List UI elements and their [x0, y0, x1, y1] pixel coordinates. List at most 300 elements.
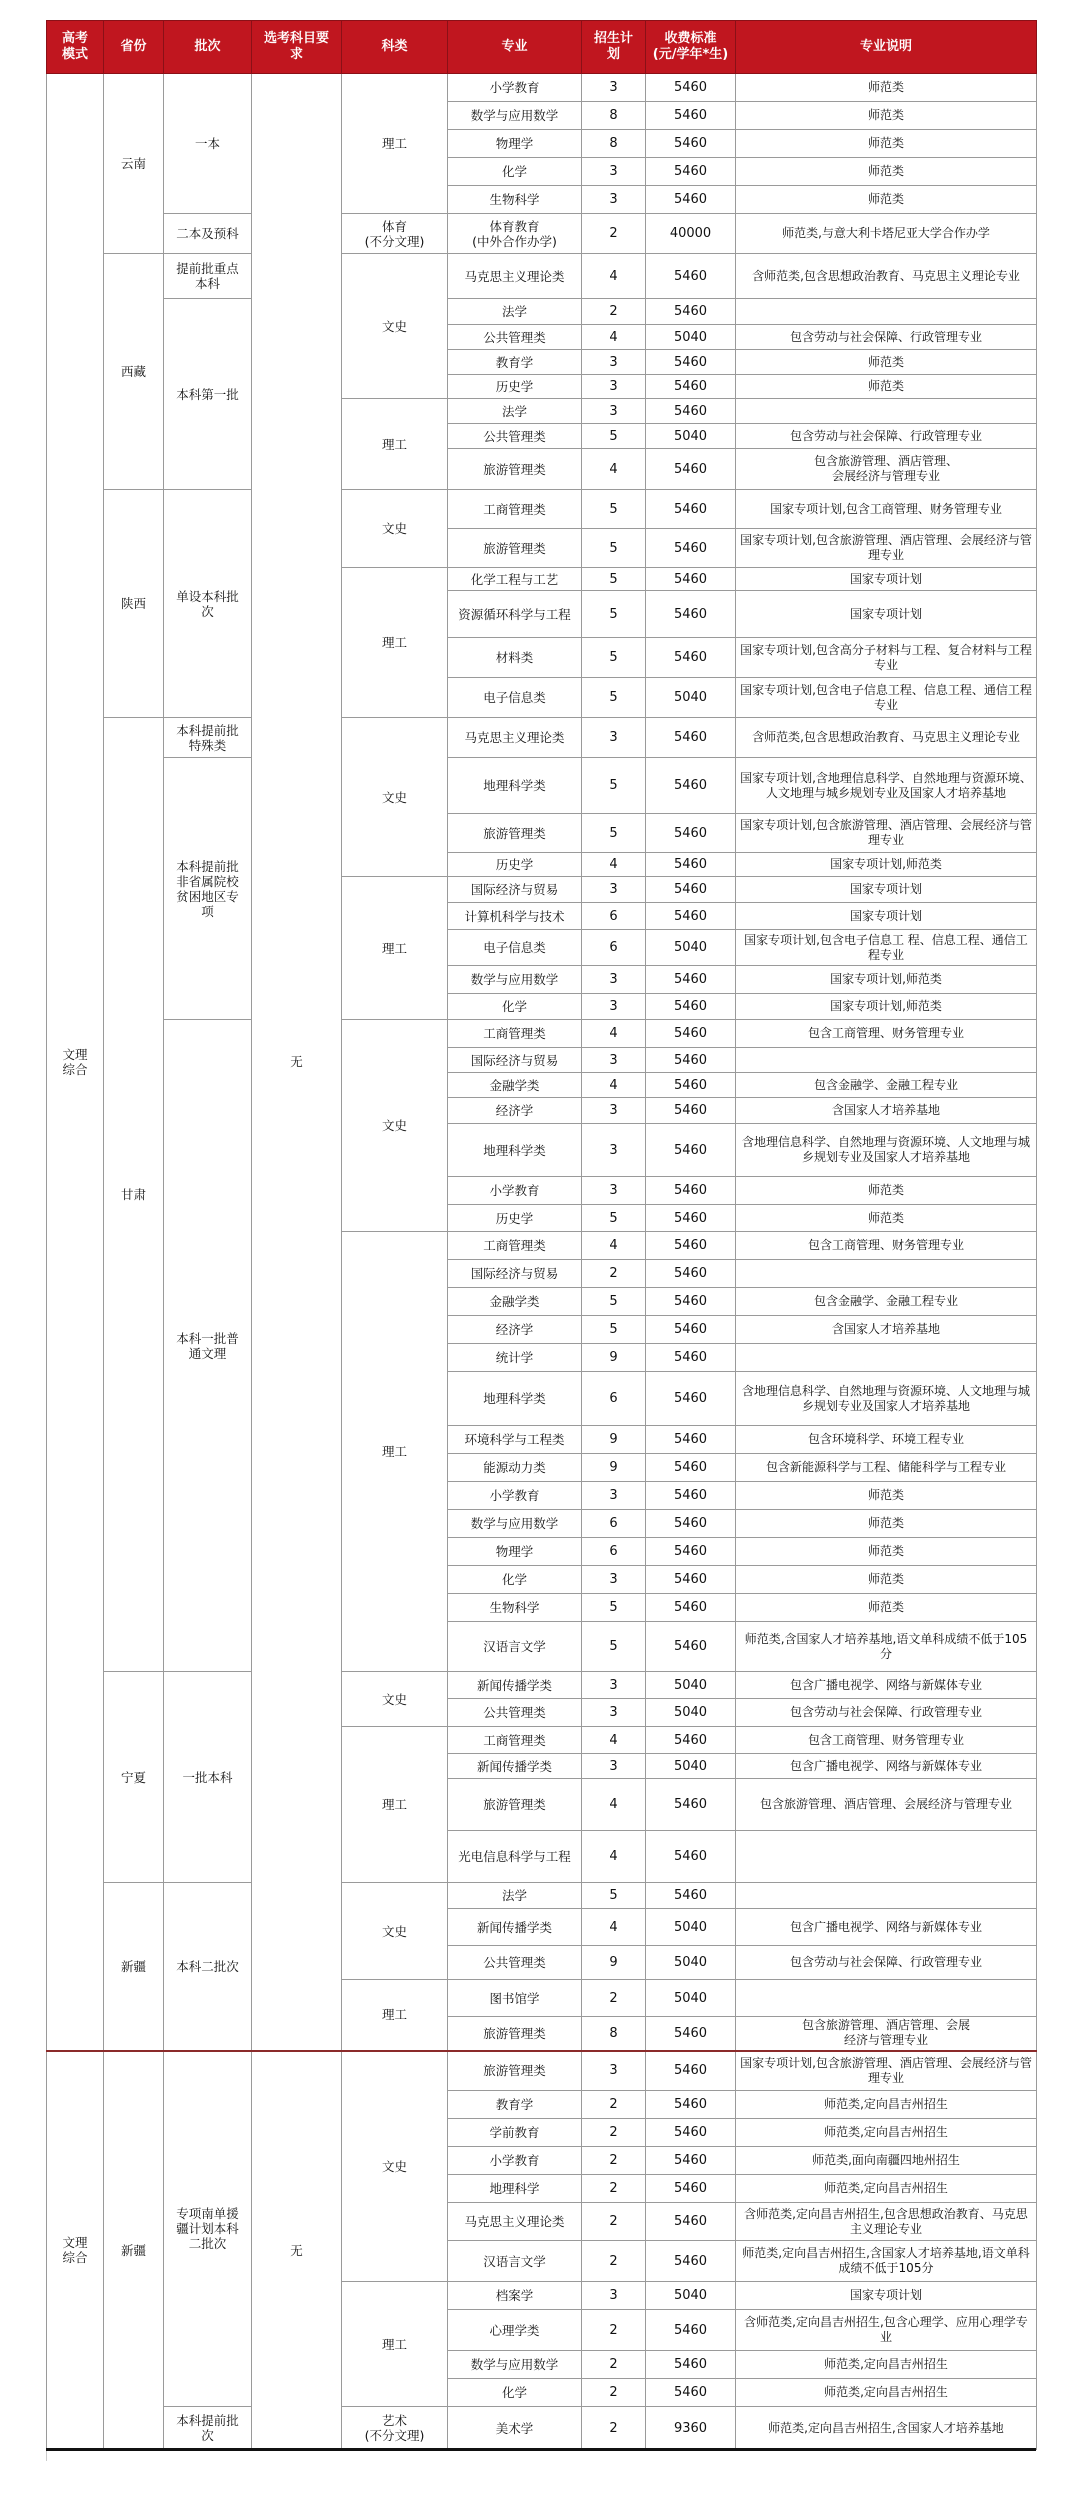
- subject-requirement-cell: 无: [252, 74, 342, 2051]
- description-cell: 师范类: [736, 158, 1037, 186]
- plan-count-cell: 2: [582, 2119, 646, 2147]
- fee-cell: 40000: [646, 214, 736, 254]
- plan-count-cell: 3: [582, 74, 646, 102]
- major-cell: 数学与应用数学: [448, 102, 582, 130]
- fee-cell: 5460: [646, 994, 736, 1020]
- description-cell: 国家专项计划: [736, 591, 1037, 638]
- fee-cell: 5040: [646, 1909, 736, 1946]
- category-cell: 文史: [342, 490, 448, 568]
- description-cell: 包含劳动与社会保障、行政管理专业: [736, 424, 1037, 449]
- plan-count-cell: 5: [582, 678, 646, 718]
- category-cell: 理工: [342, 1727, 448, 1883]
- plan-count-cell: 4: [582, 325, 646, 350]
- plan-count-cell: 5: [582, 638, 646, 678]
- major-cell: 工商管理类: [448, 490, 582, 529]
- fee-cell: 5460: [646, 1232, 736, 1260]
- major-cell: 档案学: [448, 2282, 582, 2310]
- fee-cell: 5460: [646, 1482, 736, 1510]
- province-cell: 新疆: [104, 2051, 164, 2450]
- description-cell: 师范类,定向昌吉州招生: [736, 2119, 1037, 2147]
- table-row: [47, 74, 1037, 102]
- major-cell: 统计学: [448, 1344, 582, 1372]
- fee-cell: 5040: [646, 930, 736, 966]
- fee-cell: 5460: [646, 1538, 736, 1566]
- major-cell: 汉语言文学: [448, 1622, 582, 1672]
- description-cell: [736, 1883, 1037, 1909]
- description-cell: 师范类: [736, 1177, 1037, 1205]
- major-cell: 生物科学: [448, 1594, 582, 1622]
- fee-cell: 5460: [646, 375, 736, 399]
- major-cell: 数学与应用数学: [448, 966, 582, 994]
- major-cell: 旅游管理类: [448, 449, 582, 490]
- fee-cell: 5040: [646, 1699, 736, 1727]
- header-description: 专业说明: [736, 21, 1037, 74]
- description-cell: 国家专项计划,包含工商管理、财务管理专业: [736, 490, 1037, 529]
- major-cell: 材料类: [448, 638, 582, 678]
- batch-cell: 一本: [164, 74, 252, 214]
- plan-count-cell: 4: [582, 1232, 646, 1260]
- header-subject-requirement: 选考科目要 求: [252, 21, 342, 74]
- major-cell: 金融学类: [448, 1073, 582, 1098]
- major-cell: 法学: [448, 399, 582, 424]
- fee-cell: 5460: [646, 2241, 736, 2282]
- batch-cell: 一批本科: [164, 1672, 252, 1883]
- table-row: [47, 299, 1037, 325]
- plan-count-cell: 3: [582, 718, 646, 758]
- fee-cell: 5040: [646, 678, 736, 718]
- description-cell: [736, 399, 1037, 424]
- plan-count-cell: 6: [582, 1510, 646, 1538]
- fee-cell: 5460: [646, 1372, 736, 1426]
- major-cell: 化学: [448, 994, 582, 1020]
- batch-cell: 本科提前批 次: [164, 2407, 252, 2450]
- plan-count-cell: 2: [582, 1260, 646, 1288]
- batch-cell: 本科第一批: [164, 299, 252, 490]
- fee-cell: 5460: [646, 877, 736, 903]
- table-row: [47, 254, 1037, 299]
- fee-cell: 5460: [646, 74, 736, 102]
- major-cell: 旅游管理类: [448, 529, 582, 568]
- fee-cell: 5460: [646, 1020, 736, 1048]
- major-cell: 电子信息类: [448, 930, 582, 966]
- major-cell: 数学与应用数学: [448, 2351, 582, 2379]
- plan-count-cell: 5: [582, 1622, 646, 1672]
- major-cell: 物理学: [448, 130, 582, 158]
- plan-count-cell: 6: [582, 930, 646, 966]
- description-cell: 师范类: [736, 130, 1037, 158]
- fee-cell: 5460: [646, 718, 736, 758]
- fee-cell: 5460: [646, 2091, 736, 2119]
- description-cell: 国家专项计划,包含高分子材料与工程、复合材料与工程专业: [736, 638, 1037, 678]
- category-cell: 理工: [342, 74, 448, 214]
- major-cell: 图书馆学: [448, 1980, 582, 2017]
- description-cell: 师范类: [736, 186, 1037, 214]
- fee-cell: 5460: [646, 2017, 736, 2051]
- description-cell: 师范类: [736, 375, 1037, 399]
- major-cell: 资源循环科学与工程: [448, 591, 582, 638]
- plan-count-cell: 5: [582, 490, 646, 529]
- fee-cell: 5460: [646, 490, 736, 529]
- description-cell: 国家专项计划,包含电子信息工程、信息工程、通信工程专业: [736, 678, 1037, 718]
- description-cell: 师范类: [736, 1482, 1037, 1510]
- plan-count-cell: 2: [582, 2175, 646, 2203]
- major-cell: 历史学: [448, 853, 582, 877]
- major-cell: 金融学类: [448, 1288, 582, 1316]
- batch-cell: 单设本科批 次: [164, 490, 252, 718]
- plan-count-cell: 2: [582, 214, 646, 254]
- description-cell: 师范类: [736, 1538, 1037, 1566]
- major-cell: 教育学: [448, 2091, 582, 2119]
- table-header-row: [47, 21, 1037, 74]
- plan-count-cell: 3: [582, 1672, 646, 1699]
- major-cell: 新闻传播学类: [448, 1672, 582, 1699]
- plan-count-cell: 2: [582, 2379, 646, 2407]
- category-cell: 理工: [342, 877, 448, 1020]
- plan-count-cell: 5: [582, 1205, 646, 1232]
- description-cell: 国家专项计划: [736, 2282, 1037, 2310]
- plan-count-cell: 6: [582, 1372, 646, 1426]
- description-cell: [736, 299, 1037, 325]
- major-cell: 马克思主义理论类: [448, 254, 582, 299]
- table-row: [47, 2051, 1037, 2091]
- plan-count-cell: 3: [582, 2051, 646, 2091]
- fee-cell: 5460: [646, 350, 736, 375]
- description-cell: 含师范类,定向昌吉州招生,包含思想政治教育、马克思主义理论专业: [736, 2203, 1037, 2241]
- plan-count-cell: 4: [582, 1727, 646, 1754]
- fee-cell: 5460: [646, 299, 736, 325]
- description-cell: 包含旅游管理、酒店管理、会展 经济与管理专业: [736, 2017, 1037, 2051]
- fee-cell: 5460: [646, 1260, 736, 1288]
- plan-count-cell: 2: [582, 2310, 646, 2351]
- fee-cell: 5460: [646, 1779, 736, 1831]
- fee-cell: 5040: [646, 325, 736, 350]
- fee-cell: 5040: [646, 424, 736, 449]
- header-batch: 批次: [164, 21, 252, 74]
- table-row: [47, 1020, 1037, 1048]
- fee-cell: 5460: [646, 2051, 736, 2091]
- fee-cell: 5040: [646, 1754, 736, 1779]
- plan-count-cell: 8: [582, 102, 646, 130]
- major-cell: 化学: [448, 158, 582, 186]
- table-row: [47, 214, 1037, 254]
- description-cell: 包含广播电视学、网络与新媒体专业: [736, 1754, 1037, 1779]
- major-cell: 小学教育: [448, 1482, 582, 1510]
- plan-count-cell: 2: [582, 2241, 646, 2282]
- category-cell: 理工: [342, 1232, 448, 1672]
- plan-count-cell: 5: [582, 424, 646, 449]
- major-cell: 学前教育: [448, 2119, 582, 2147]
- plan-count-cell: 4: [582, 449, 646, 490]
- fee-cell: 5460: [646, 1883, 736, 1909]
- fee-cell: 5460: [646, 1316, 736, 1344]
- major-cell: 能源动力类: [448, 1454, 582, 1482]
- description-cell: 包含工商管理、财务管理专业: [736, 1020, 1037, 1048]
- description-cell: 师范类: [736, 1566, 1037, 1594]
- batch-cell: 本科二批次: [164, 1883, 252, 2051]
- plan-count-cell: 2: [582, 2203, 646, 2241]
- major-cell: 体育教育 (中外合作办学): [448, 214, 582, 254]
- major-cell: 生物科学: [448, 186, 582, 214]
- fee-cell: 5460: [646, 130, 736, 158]
- description-cell: 包含劳动与社会保障、行政管理专业: [736, 1699, 1037, 1727]
- fee-cell: 5460: [646, 1566, 736, 1594]
- major-cell: 法学: [448, 299, 582, 325]
- category-cell: 文史: [342, 254, 448, 399]
- table-row: [47, 758, 1037, 814]
- major-cell: 经济学: [448, 1098, 582, 1124]
- description-cell: 国家专项计划: [736, 568, 1037, 591]
- category-cell: 文史: [342, 2051, 448, 2282]
- fee-cell: 5460: [646, 1205, 736, 1232]
- plan-count-cell: 3: [582, 2282, 646, 2310]
- plan-count-cell: 9: [582, 1946, 646, 1980]
- batch-cell: 本科提前批 特殊类: [164, 718, 252, 758]
- province-cell: 陕西: [104, 490, 164, 718]
- plan-count-cell: 4: [582, 1020, 646, 1048]
- major-cell: 化学: [448, 1566, 582, 1594]
- description-cell: 含国家人才培养基地: [736, 1098, 1037, 1124]
- description-cell: 含师范类,包含思想政治教育、马克思主义理论专业: [736, 718, 1037, 758]
- plan-count-cell: 3: [582, 1754, 646, 1779]
- plan-count-cell: 3: [582, 1699, 646, 1727]
- plan-count-cell: 9: [582, 1426, 646, 1454]
- plan-count-cell: 3: [582, 994, 646, 1020]
- major-cell: 旅游管理类: [448, 814, 582, 853]
- province-cell: 西藏: [104, 254, 164, 490]
- plan-count-cell: 4: [582, 1831, 646, 1883]
- fee-cell: 5460: [646, 903, 736, 930]
- fee-cell: 5460: [646, 1048, 736, 1073]
- plan-count-cell: 5: [582, 568, 646, 591]
- plan-count-cell: 3: [582, 1566, 646, 1594]
- description-cell: 包含旅游管理、酒店管理、 会展经济与管理专业: [736, 449, 1037, 490]
- description-cell: 师范类: [736, 1205, 1037, 1232]
- fee-cell: 5460: [646, 2175, 736, 2203]
- major-cell: 环境科学与工程类: [448, 1426, 582, 1454]
- major-cell: 数学与应用数学: [448, 1510, 582, 1538]
- plan-count-cell: 2: [582, 2147, 646, 2175]
- major-cell: 国际经济与贸易: [448, 1260, 582, 1288]
- description-cell: 国家专项计划,包含电子信息工 程、信息工程、通信工程专业: [736, 930, 1037, 966]
- fee-cell: 5040: [646, 2282, 736, 2310]
- fee-cell: 5460: [646, 1454, 736, 1482]
- major-cell: 地理科学类: [448, 1372, 582, 1426]
- description-cell: [736, 1344, 1037, 1372]
- plan-count-cell: 3: [582, 158, 646, 186]
- fee-cell: 5460: [646, 2351, 736, 2379]
- table-row: [47, 2407, 1037, 2450]
- description-cell: 国家专项计划,包含旅游管理、酒店管理、会展经济与管理专业: [736, 529, 1037, 568]
- plan-count-cell: 2: [582, 2407, 646, 2450]
- plan-count-cell: 5: [582, 529, 646, 568]
- category-cell: 文史: [342, 1883, 448, 1980]
- category-cell: 理工: [342, 1980, 448, 2051]
- plan-count-cell: 3: [582, 399, 646, 424]
- category-cell: 理工: [342, 568, 448, 718]
- plan-count-cell: 3: [582, 1098, 646, 1124]
- description-cell: 国家专项计划,包含旅游管理、酒店管理、会展经济与管理专业: [736, 2051, 1037, 2091]
- major-cell: 地理科学类: [448, 758, 582, 814]
- table-row: [47, 718, 1037, 758]
- fee-cell: 5460: [646, 1098, 736, 1124]
- table-continuation: [46, 2451, 1037, 2461]
- category-cell: 理工: [342, 399, 448, 490]
- description-cell: 包含工商管理、财务管理专业: [736, 1232, 1037, 1260]
- description-cell: 包含广播电视学、网络与新媒体专业: [736, 1672, 1037, 1699]
- fee-cell: 5040: [646, 1672, 736, 1699]
- description-cell: 包含旅游管理、酒店管理、会展经济与管理专业: [736, 1779, 1037, 1831]
- province-cell: 甘肃: [104, 718, 164, 1672]
- fee-cell: 5460: [646, 1727, 736, 1754]
- plan-count-cell: 3: [582, 375, 646, 399]
- fee-cell: 5460: [646, 758, 736, 814]
- batch-cell: 本科提前批 非省属院校 贫困地区专 项: [164, 758, 252, 1020]
- major-cell: 马克思主义理论类: [448, 718, 582, 758]
- description-cell: 师范类,定向昌吉州招生: [736, 2379, 1037, 2407]
- major-cell: 历史学: [448, 375, 582, 399]
- category-cell: 文史: [342, 718, 448, 877]
- major-cell: 新闻传播学类: [448, 1754, 582, 1779]
- description-cell: 包含工商管理、财务管理专业: [736, 1727, 1037, 1754]
- major-cell: 地理科学: [448, 2175, 582, 2203]
- description-cell: 师范类,定向昌吉州招生: [736, 2091, 1037, 2119]
- description-cell: 师范类: [736, 350, 1037, 375]
- description-cell: 师范类: [736, 74, 1037, 102]
- plan-count-cell: 2: [582, 2351, 646, 2379]
- description-cell: 师范类,定向昌吉州招生,含国家人才培养基地,语文单科成绩不低于105分: [736, 2241, 1037, 2282]
- description-cell: 师范类,定向昌吉州招生: [736, 2351, 1037, 2379]
- description-cell: 包含环境科学、环境工程专业: [736, 1426, 1037, 1454]
- fee-cell: 5460: [646, 1426, 736, 1454]
- plan-count-cell: 4: [582, 1073, 646, 1098]
- fee-cell: 5460: [646, 2203, 736, 2241]
- fee-cell: 5460: [646, 2119, 736, 2147]
- major-cell: 心理学类: [448, 2310, 582, 2351]
- plan-count-cell: 4: [582, 1779, 646, 1831]
- description-cell: 师范类: [736, 102, 1037, 130]
- description-cell: [736, 1831, 1037, 1883]
- description-cell: 师范类,定向昌吉州招生,含国家人才培养基地: [736, 2407, 1037, 2450]
- description-cell: 含国家人才培养基地: [736, 1316, 1037, 1344]
- fee-cell: 5040: [646, 1980, 736, 2017]
- exam-mode-cell: 文理 综合: [47, 2051, 104, 2450]
- fee-cell: 5460: [646, 2310, 736, 2351]
- table-body: [47, 74, 1037, 2450]
- fee-cell: 5460: [646, 1177, 736, 1205]
- major-cell: 化学: [448, 2379, 582, 2407]
- major-cell: 旅游管理类: [448, 1779, 582, 1831]
- description-cell: 包含新能源科学与工程、储能科学与工程专业: [736, 1454, 1037, 1482]
- fee-cell: 5460: [646, 638, 736, 678]
- description-cell: 含地理信息科学、自然地理与资源环境、人文地理与城乡规划专业及国家人才培养基地: [736, 1372, 1037, 1426]
- major-cell: 国际经济与贸易: [448, 1048, 582, 1073]
- plan-count-cell: 5: [582, 758, 646, 814]
- category-cell: 文史: [342, 1020, 448, 1232]
- major-cell: 新闻传播学类: [448, 1909, 582, 1946]
- category-cell: 文史: [342, 1672, 448, 1727]
- description-cell: 国家专项计划: [736, 903, 1037, 930]
- header-exam-mode: 高考 模式: [47, 21, 104, 74]
- plan-count-cell: 5: [582, 1288, 646, 1316]
- fee-cell: 9360: [646, 2407, 736, 2450]
- fee-cell: 5460: [646, 158, 736, 186]
- description-cell: 国家专项计划,含地理信息科学、自然地理与资源环境、人文地理与城乡规划专业及国家人才培养基地: [736, 758, 1037, 814]
- fee-cell: 5460: [646, 814, 736, 853]
- fee-cell: 5460: [646, 591, 736, 638]
- description-cell: 包含劳动与社会保障、行政管理专业: [736, 325, 1037, 350]
- plan-count-cell: 2: [582, 2091, 646, 2119]
- major-cell: 汉语言文学: [448, 2241, 582, 2282]
- major-cell: 国际经济与贸易: [448, 877, 582, 903]
- plan-count-cell: 3: [582, 186, 646, 214]
- major-cell: 公共管理类: [448, 1699, 582, 1727]
- major-cell: 计算机科学与技术: [448, 903, 582, 930]
- description-cell: 国家专项计划,包含旅游管理、酒店管理、会展经济与管理专业: [736, 814, 1037, 853]
- plan-count-cell: 3: [582, 877, 646, 903]
- table-row: [47, 1672, 1037, 1699]
- major-cell: 历史学: [448, 1205, 582, 1232]
- plan-count-cell: 5: [582, 1316, 646, 1344]
- description-cell: 含师范类,定向昌吉州招生,包含心理学、应用心理学专业: [736, 2310, 1037, 2351]
- batch-cell: 提前批重点 本科: [164, 254, 252, 299]
- description-cell: [736, 1048, 1037, 1073]
- plan-count-cell: 9: [582, 1454, 646, 1482]
- header-category: 科类: [342, 21, 448, 74]
- batch-cell: 专项南单援 疆计划本科 二批次: [164, 2051, 252, 2407]
- description-cell: 师范类,面向南疆四地州招生: [736, 2147, 1037, 2175]
- plan-count-cell: 5: [582, 1594, 646, 1622]
- fee-cell: 5460: [646, 102, 736, 130]
- fee-cell: 5460: [646, 254, 736, 299]
- major-cell: 旅游管理类: [448, 2017, 582, 2051]
- fee-cell: 5460: [646, 1510, 736, 1538]
- plan-count-cell: 3: [582, 350, 646, 375]
- major-cell: 公共管理类: [448, 424, 582, 449]
- description-cell: 师范类: [736, 1510, 1037, 1538]
- admission-plan-table: [46, 20, 1037, 2450]
- major-cell: 美术学: [448, 2407, 582, 2450]
- plan-count-cell: 4: [582, 254, 646, 299]
- major-cell: 马克思主义理论类: [448, 2203, 582, 2241]
- description-cell: 国家专项计划,师范类: [736, 994, 1037, 1020]
- plan-count-cell: 3: [582, 966, 646, 994]
- major-cell: 工商管理类: [448, 1727, 582, 1754]
- header-fee: 收费标准 (元/学年*生): [646, 21, 736, 74]
- plan-count-cell: 2: [582, 1980, 646, 2017]
- plan-count-cell: 5: [582, 591, 646, 638]
- plan-count-cell: 3: [582, 1124, 646, 1177]
- plan-count-cell: 8: [582, 2017, 646, 2051]
- fee-cell: 5460: [646, 399, 736, 424]
- description-cell: 国家专项计划,师范类: [736, 853, 1037, 877]
- description-cell: 师范类,含国家人才培养基地,语文单科成绩不低于105分: [736, 1622, 1037, 1672]
- major-cell: 化学工程与工艺: [448, 568, 582, 591]
- description-cell: 含地理信息科学、自然地理与资源环境、人文地理与城乡规划专业及国家人才培养基地: [736, 1124, 1037, 1177]
- plan-count-cell: 3: [582, 1048, 646, 1073]
- category-cell: 理工: [342, 2282, 448, 2407]
- major-cell: 工商管理类: [448, 1020, 582, 1048]
- description-cell: 师范类,定向昌吉州招生: [736, 2175, 1037, 2203]
- plan-count-cell: 4: [582, 853, 646, 877]
- fee-cell: 5460: [646, 2147, 736, 2175]
- fee-cell: 5460: [646, 1594, 736, 1622]
- table-row: [47, 1883, 1037, 1909]
- header-plan: 招生计 划: [582, 21, 646, 74]
- exam-mode-cell: 文理 综合: [47, 74, 104, 2051]
- plan-count-cell: 6: [582, 1538, 646, 1566]
- major-cell: 法学: [448, 1883, 582, 1909]
- description-cell: 含师范类,包含思想政治教育、马克思主义理论专业: [736, 254, 1037, 299]
